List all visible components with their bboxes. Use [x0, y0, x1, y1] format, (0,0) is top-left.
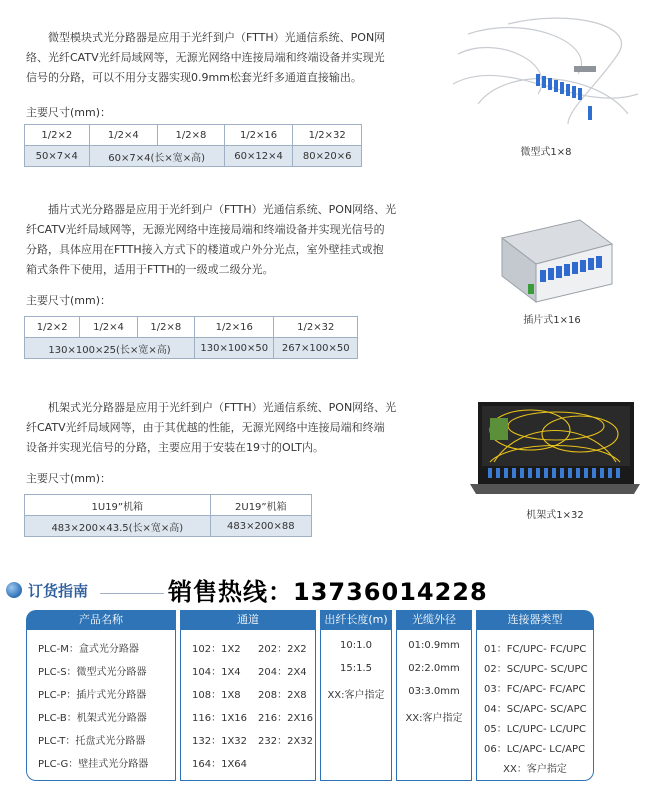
list-item: 03：FC/APC- FC/APC: [484, 684, 586, 695]
list-item: XX:客户指定: [327, 690, 385, 701]
list-item: 05：LC/UPC- LC/UPC: [484, 724, 587, 735]
rack-splitter-image: [470, 400, 640, 500]
list-item: 15:1.5: [340, 663, 372, 674]
dim-head-cell: 2U19”机箱: [210, 495, 311, 516]
list-item: PLC-S：微型式光分路器: [38, 667, 147, 678]
list-item: 03:3.0mm: [408, 686, 460, 697]
list-item: PLC-T：托盘式光分路器: [38, 736, 146, 747]
dim-head-cell: 1U19”机箱: [25, 495, 211, 516]
length-list: [320, 640, 392, 709]
list-item: 104：1X4 204：2X4: [192, 667, 307, 678]
rack-description: 机架式光分路器是应用于光纤到户（FTTH）光通信系统、PON网络、光 纤CATV光纤局域网等，由于其优越的性能，无源光网络中连接局端和终端 设备并实现光信号的分路，主要应用于安装在19寸的OLT内。: [26, 401, 397, 454]
dim-head-cell: 1/2×8: [137, 317, 194, 338]
list-item: PLC-B：机架式光分路器: [38, 713, 147, 724]
dim-value-cell: 130×100×25(长×宽×高): [25, 338, 195, 359]
dim-head-cell: 1/2×2: [25, 317, 80, 338]
list-item: 164：1X64: [192, 759, 248, 770]
dim-value-cell: 483×200×43.5(长×宽×高): [25, 516, 211, 537]
order-guide-heading: [6, 578, 88, 602]
sales-hotline: 销售热线：13736014228: [168, 578, 488, 606]
section-rack: [26, 398, 436, 458]
list-item: PLC-M：盒式光分路器: [38, 644, 139, 655]
dim-value-cell: 60×7×4(长×宽×高): [89, 146, 224, 167]
micro-description: 微型模块式光分路器是应用于光纤到户（FTTH）光通信系统、PON网 络、光纤CATV光纤局域网等，无源光网络中连接局端和终端设备并实现光 信号的分路，可以不用分支器实现0.9mm松套光纤多通道直接输出。: [26, 31, 386, 84]
list-item: 102：1X2 202：2X2: [192, 644, 307, 655]
dim-value-cell: 80×20×6: [293, 146, 362, 167]
plugin-dim-label: 主要尺寸(mm)：: [26, 294, 112, 307]
column-header-channel: 通道: [180, 610, 316, 630]
dim-head-cell: 1/2×32: [293, 125, 362, 146]
micro-dim-label: 主要尺寸(mm)：: [26, 106, 112, 119]
list-item: 01：FC/UPC- FC/UPC: [484, 644, 587, 655]
micro-splitter-image: [448, 14, 644, 140]
dim-head-cell: 1/2×32: [274, 317, 358, 338]
plugin-description: 插片式光分路器是应用于光纤到户（FTTH）光通信系统、PON网络、光 纤CATV光纤局域网等，无源光网络中连接局端和终端设备并实现光信号的 分路，具体应用在FTTH接入方式下的楼道或户外分光点，室外壁挂式或抱 箱式条件下使用，适用于FTTH的一级或二级分光。: [26, 203, 397, 276]
list-item: 108：1X8 208：2X8: [192, 690, 307, 701]
list-item: 116：1X16 216：2X16: [192, 713, 314, 724]
dim-head-cell: 1/2×4: [89, 125, 158, 146]
dim-value-cell: 50×7×4: [25, 146, 90, 167]
section-plugin: [26, 200, 436, 280]
list-item: PLC-P：插片式光分路器: [38, 690, 147, 701]
section-micro: [26, 28, 446, 88]
list-item: XX:客户指定: [405, 713, 463, 724]
dim-head-cell: 1/2×2: [25, 125, 90, 146]
plugin-caption: 插片式1×16: [523, 315, 581, 326]
dim-value-cell: 483×200×88: [210, 516, 311, 537]
rack-dim-label: 主要尺寸(mm)：: [26, 472, 112, 485]
dim-head-cell: 1/2×16: [195, 317, 274, 338]
rack-caption: 机架式1×32: [526, 510, 584, 521]
list-item: 04：SC/APC- SC/APC: [484, 704, 587, 715]
list-item: XX：客户指定: [503, 764, 567, 775]
list-item: 132：1X32 232：2X32: [192, 736, 314, 747]
list-item: 06：LC/APC- LC/APC: [484, 744, 586, 755]
micro-caption: 微型式1×8: [520, 147, 572, 158]
column-header-length: 出纤长度(m): [320, 610, 392, 630]
list-item: 10:1.0: [340, 640, 372, 651]
order-guide-rule: [100, 593, 164, 594]
column-header-diameter: 光缆外径: [396, 610, 472, 630]
column-header-connector: 连接器类型: [476, 610, 594, 630]
connector-list: [484, 640, 594, 780]
dim-value-cell: 130×100×50: [195, 338, 274, 359]
list-item: 01:0.9mm: [408, 640, 460, 651]
column-header-product: 产品名称: [26, 610, 176, 630]
dim-value-cell: 267×100×50: [274, 338, 358, 359]
channel-list: [192, 640, 314, 778]
dim-head-cell: 1/2×4: [80, 317, 137, 338]
globe-icon: [6, 582, 22, 598]
dim-value-cell: 60×12×4: [224, 146, 293, 167]
diameter-list: [396, 640, 472, 732]
plugin-splitter-image: [488, 210, 616, 306]
order-guide-title: 订货指南: [28, 581, 89, 600]
micro-dims-table: [24, 124, 362, 167]
rack-dims-table: [24, 494, 312, 537]
dim-head-cell: 1/2×16: [224, 125, 293, 146]
dim-head-cell: 1/2×8: [158, 125, 225, 146]
plugin-dims-table: [24, 316, 358, 359]
list-item: 02:2.0mm: [408, 663, 460, 674]
product-list: [38, 640, 148, 778]
list-item: PLC-G：壁挂式光分路器: [38, 759, 149, 770]
list-item: 02：SC/UPC- SC/UPC: [484, 664, 588, 675]
